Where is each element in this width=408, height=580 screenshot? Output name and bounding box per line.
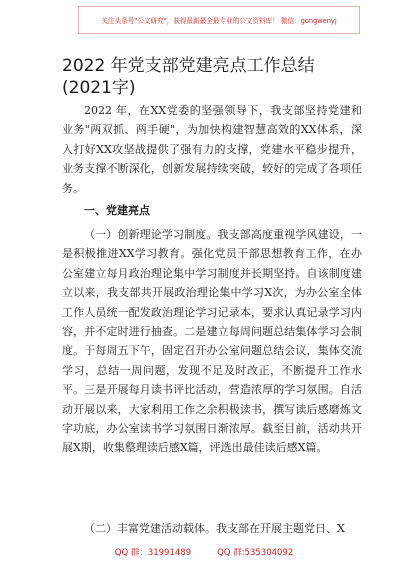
paragraph-theory-study: （一）创新理论学习制度。我支部高度重视学风建设，一是积极推进XX学习教育。强化党员干部思想教育工作，在办公室建立每月政治理论集中学习制度并长期坚持。自该制度建立以来，我支部共开展政治理论集中学习X次，为办公室全体工作人员统一配发政治理论学习记录本，要求认真记录学习内容，并不定时进行抽查。二是建立每周问题总结集体学习会制度。于每周五下午，固定召开办公室问题总结会议，集体交流学习，总结一周问题，发现不足及时改正，不断提升工作水平。三是开展每月读书评比活动，营造浓厚的学习氛围。自活动开展以来，大家利用工作之余积极读书，撰写读后感磨炼文字功底，办公室读书学习氛围日渐浓厚。截至目前，活动共开展X期，收集整理读后感X篇，评选出最佳读后感X篇。 [62,228,362,455]
intro-paragraph: 2022 年，在XX党委的坚强领导下，我支部坚持党建和业务"两双抓、两手硬"，为加快构建智慧高效的XX体系，深入打好XX攻坚战提供了强有力的支撑，党建水平稳步提升，业务支撑不断深化，创新发展持续突破，较好的完成了各项任务。 [62,104,362,195]
document-title: 2022 年党支部党建亮点工作总结(2021字) [62,56,315,98]
footer-qq-group-1: QQ 群：31991489 [114,548,192,558]
section-heading-party-highlights: 一、党建亮点 [84,204,150,217]
banner-text: 关注头条号"公文研究"，获得最新最全最专业的公文资料库！ 微信：gongwenyj [101,17,337,25]
paragraph-party-activities: （二）丰富党建活动载体。我支部在开展主题党日、X [84,522,345,535]
footer-qq-group-2: QQ 群:535304092 [217,548,294,558]
top-banner [78,6,360,34]
footer-contact [0,546,408,558]
